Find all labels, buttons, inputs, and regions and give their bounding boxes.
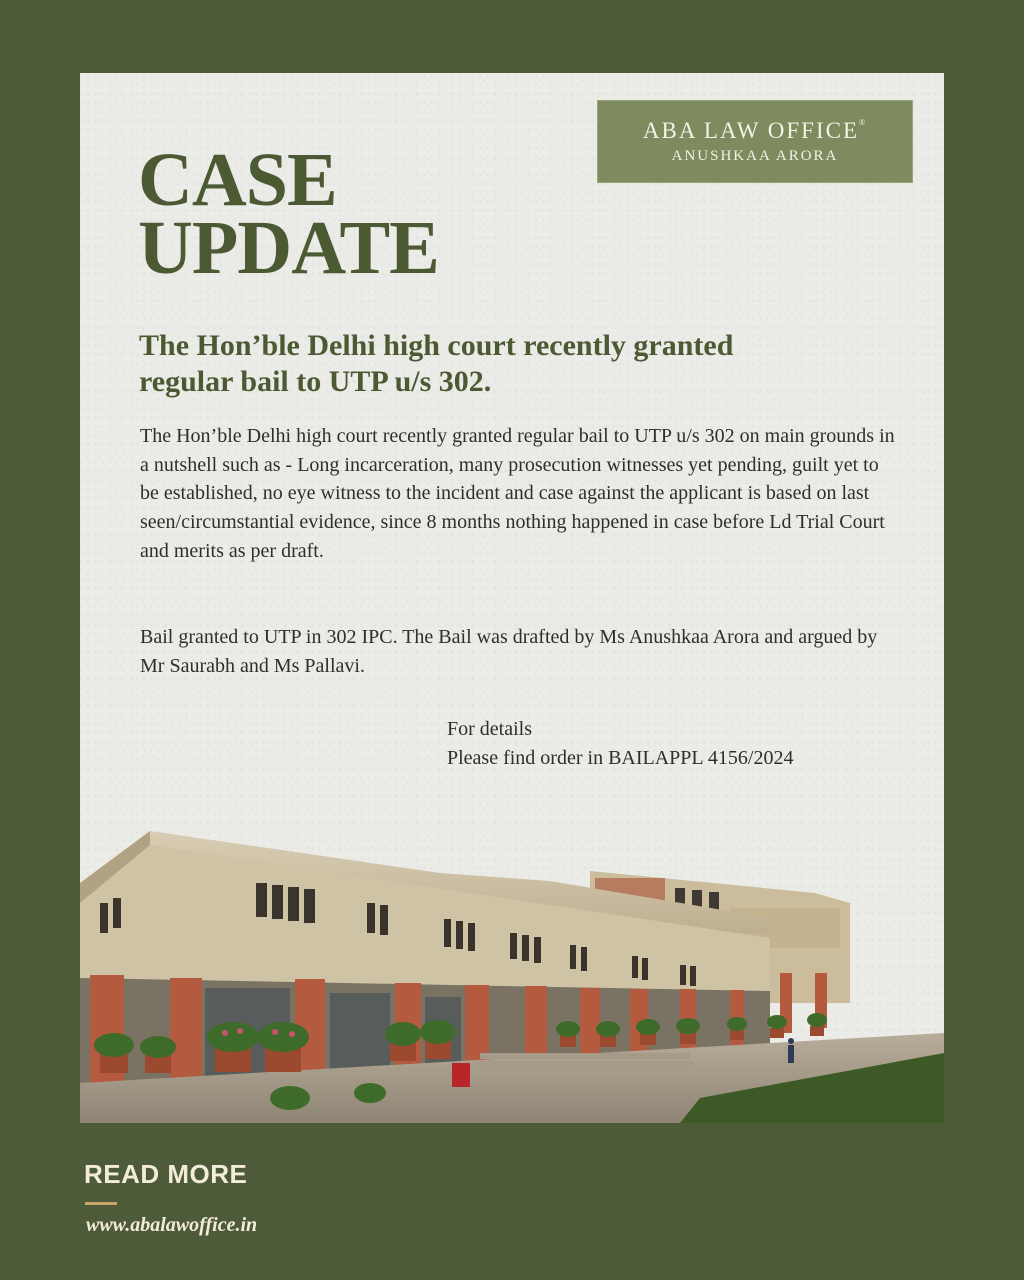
headline: The Hon’ble Delhi high court recently granted regular bail to UTP u/s 302. xyxy=(139,329,734,398)
read-more-link[interactable]: READ MORE xyxy=(84,1159,248,1189)
logo-title: ABA LAW OFFICE® xyxy=(642,118,868,143)
page-title xyxy=(138,138,439,290)
details-label: For details xyxy=(447,718,532,740)
delhi-high-court-building-image xyxy=(80,753,944,1123)
read-more-underline xyxy=(85,1202,117,1205)
body-paragraph-1: The Hon’ble Delhi high court recently granted regular bail to UTP u/s 302 on main grounds in a nutshell such as - Long incarceration, many prosecution witnesses yet pending, guilt yet to be established, no eye witness to the incident and case against the applicant is based on last seen/circumstantial evidence, since 8 months nothing happened in case before Ld Trial Court and merits as per draft. xyxy=(140,425,895,562)
logo-subtitle: ANUSHKAA ARORA xyxy=(671,148,839,164)
title-line-update: UPDATE xyxy=(138,206,439,290)
aba-law-office-logo xyxy=(597,100,913,183)
body-paragraph-2: Bail granted to UTP in 302 IPC. The Bail was drafted by Ms Anushkaa Arora and argued by Mr Saurabh and Ms Pallavi. xyxy=(140,626,878,677)
details-order-reference: Please find order in BAILAPPL 4156/2024 xyxy=(447,747,794,769)
case-update-card xyxy=(80,73,944,1123)
website-link[interactable]: www.abalawoffice.in xyxy=(86,1214,258,1236)
title-line-case: CASE xyxy=(138,138,337,222)
